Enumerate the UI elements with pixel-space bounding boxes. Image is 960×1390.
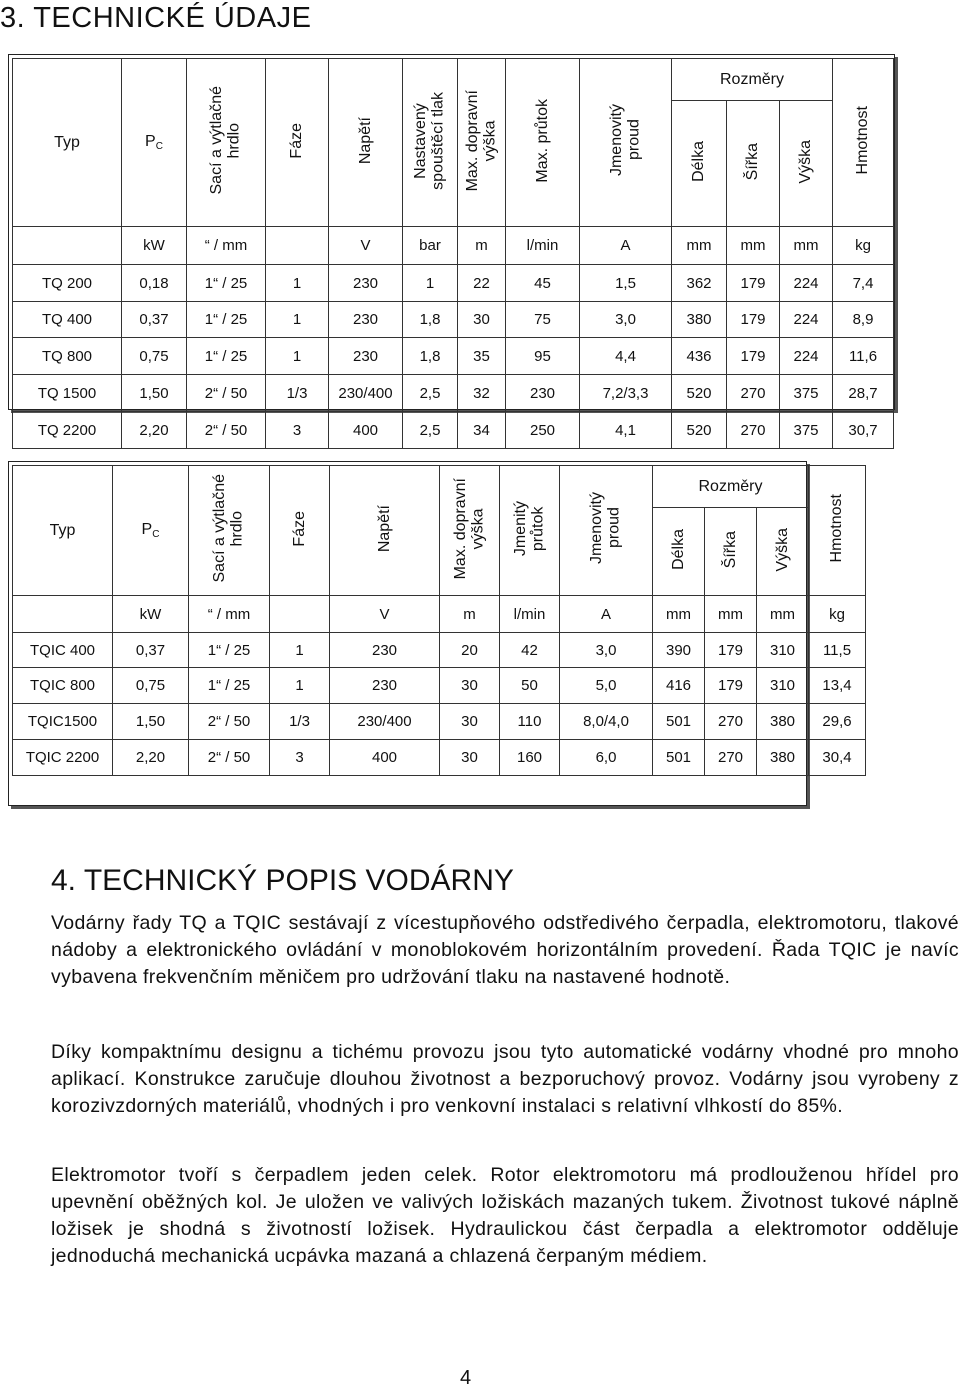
cell: 2,5 bbox=[403, 412, 458, 449]
cell: 390 bbox=[653, 633, 705, 668]
page-number: 4 bbox=[460, 1367, 472, 1389]
unit-cell: kW bbox=[122, 227, 187, 265]
table-row bbox=[13, 302, 894, 338]
table-row bbox=[13, 740, 866, 776]
hdr-hmotnost: Hmotnost bbox=[833, 59, 894, 227]
unit-cell bbox=[270, 596, 330, 633]
cell: 4,4 bbox=[580, 338, 672, 375]
hdr-vyska: Max. dopravní výška bbox=[440, 466, 500, 596]
cell: 5,0 bbox=[560, 668, 653, 704]
hdr-saci: Sací a výtlačné hrdlo bbox=[189, 466, 270, 596]
unit-cell bbox=[13, 596, 113, 633]
table-row bbox=[13, 412, 894, 449]
cell: 28,7 bbox=[833, 375, 894, 412]
cell: 50 bbox=[500, 668, 560, 704]
table1-technical-data bbox=[12, 58, 894, 449]
cell: 380 bbox=[757, 704, 809, 740]
cell: 3,0 bbox=[580, 302, 672, 338]
hdr-prutok: Jmenitý průtok bbox=[500, 466, 560, 596]
cell: 7,4 bbox=[833, 265, 894, 302]
cell: 400 bbox=[329, 412, 403, 449]
section-4-title: 4. TECHNICKÝ POPIS VODÁRNY bbox=[51, 864, 514, 897]
cell: 1 bbox=[266, 302, 329, 338]
cell: 2“ / 50 bbox=[187, 375, 266, 412]
cell: 3 bbox=[266, 412, 329, 449]
cell-typ: TQ 2200 bbox=[13, 412, 122, 449]
cell-typ: TQ 400 bbox=[13, 302, 122, 338]
hdr-hmotnost: Hmotnost bbox=[809, 466, 866, 596]
cell-typ: TQ 800 bbox=[13, 338, 122, 375]
cell: 1/3 bbox=[270, 704, 330, 740]
cell-typ: TQIC 2200 bbox=[13, 740, 113, 776]
unit-cell: “ / mm bbox=[189, 596, 270, 633]
cell: 1,8 bbox=[403, 302, 458, 338]
cell: 250 bbox=[506, 412, 580, 449]
cell: 3,0 bbox=[560, 633, 653, 668]
cell: 30,4 bbox=[809, 740, 866, 776]
cell-typ: TQ 1500 bbox=[13, 375, 122, 412]
hdr-delka: Délka bbox=[672, 101, 727, 227]
unit-cell: mm bbox=[653, 596, 705, 633]
cell-typ: TQIC1500 bbox=[13, 704, 113, 740]
table-row bbox=[13, 668, 866, 704]
hdr-typ: Typ bbox=[13, 466, 113, 596]
cell: 30 bbox=[440, 740, 500, 776]
cell: 0,75 bbox=[113, 668, 189, 704]
hdr-faze: Fáze bbox=[266, 59, 329, 227]
hdr-napeti: Napětí bbox=[329, 59, 403, 227]
cell: 160 bbox=[500, 740, 560, 776]
cell: 1“ / 25 bbox=[187, 265, 266, 302]
unit-cell: l/min bbox=[506, 227, 580, 265]
cell: 30 bbox=[440, 704, 500, 740]
table-row bbox=[13, 633, 866, 668]
cell: 501 bbox=[653, 704, 705, 740]
table2-technical-data bbox=[12, 465, 866, 776]
cell: 8,9 bbox=[833, 302, 894, 338]
unit-cell: mm bbox=[672, 227, 727, 265]
hdr-proud: Jmenovitý proud bbox=[580, 59, 672, 227]
cell: 520 bbox=[672, 375, 727, 412]
unit-cell bbox=[266, 227, 329, 265]
cell: 0,37 bbox=[122, 302, 187, 338]
cell: 20 bbox=[440, 633, 500, 668]
cell: 6,0 bbox=[560, 740, 653, 776]
cell: 1,50 bbox=[113, 704, 189, 740]
hdr-rozmery: Rozměry bbox=[653, 466, 809, 508]
hdr-napeti: Napětí bbox=[330, 466, 440, 596]
cell: 270 bbox=[705, 704, 757, 740]
table1-units-row bbox=[13, 227, 894, 265]
cell: 416 bbox=[653, 668, 705, 704]
cell: 2“ / 50 bbox=[189, 704, 270, 740]
unit-cell: A bbox=[580, 227, 672, 265]
unit-cell: “ / mm bbox=[187, 227, 266, 265]
cell: 30 bbox=[458, 302, 506, 338]
cell: 1 bbox=[266, 265, 329, 302]
cell: 375 bbox=[780, 375, 833, 412]
hdr-faze: Fáze bbox=[270, 466, 330, 596]
cell: 4,1 bbox=[580, 412, 672, 449]
table-row bbox=[13, 338, 894, 375]
unit-cell: mm bbox=[727, 227, 780, 265]
cell: 179 bbox=[727, 265, 780, 302]
cell: 270 bbox=[727, 375, 780, 412]
hdr-delka: Délka bbox=[653, 508, 705, 596]
cell: 0,18 bbox=[122, 265, 187, 302]
cell: 34 bbox=[458, 412, 506, 449]
cell: 1 bbox=[266, 338, 329, 375]
hdr-vyska: Max. dopravní výška bbox=[458, 59, 506, 227]
cell: 1,8 bbox=[403, 338, 458, 375]
cell: 230 bbox=[506, 375, 580, 412]
hdr-sirka: Šířka bbox=[705, 508, 757, 596]
hdr-pc: $P_C$ bbox=[113, 466, 189, 596]
cell: 224 bbox=[780, 338, 833, 375]
cell: 230/400 bbox=[330, 704, 440, 740]
cell: 1“ / 25 bbox=[189, 668, 270, 704]
cell: 224 bbox=[780, 302, 833, 338]
paragraph-1: Vodárny řady TQ a TQIC sestávají z vícestupňového odstředivého čerpadla, elektromotoru, tlakové nádoby a elektronického ovládání v monoblokovém horizontálním provedení. Řada TQIC je navíc vybavena frekvenčním měničem pro udržování tlaku na nastavené hodnotě. bbox=[51, 912, 959, 988]
cell: 1“ / 25 bbox=[187, 302, 266, 338]
cell: 310 bbox=[757, 668, 809, 704]
unit-cell: kg bbox=[833, 227, 894, 265]
cell: 0,75 bbox=[122, 338, 187, 375]
cell: 362 bbox=[672, 265, 727, 302]
cell: 30,7 bbox=[833, 412, 894, 449]
cell: 270 bbox=[727, 412, 780, 449]
unit-cell: mm bbox=[757, 596, 809, 633]
hdr-vyska-rozm: Výška bbox=[780, 101, 833, 227]
unit-cell: l/min bbox=[500, 596, 560, 633]
cell: 35 bbox=[458, 338, 506, 375]
section-3-title: 3. TECHNICKÉ ÚDAJE bbox=[0, 2, 312, 34]
cell: 22 bbox=[458, 265, 506, 302]
cell: 75 bbox=[506, 302, 580, 338]
cell: 11,5 bbox=[809, 633, 866, 668]
unit-cell bbox=[13, 227, 122, 265]
unit-cell: mm bbox=[780, 227, 833, 265]
cell: 230 bbox=[329, 338, 403, 375]
unit-cell: kg bbox=[809, 596, 866, 633]
cell: 380 bbox=[672, 302, 727, 338]
cell: 1 bbox=[270, 668, 330, 704]
cell: 110 bbox=[500, 704, 560, 740]
cell: 230 bbox=[330, 668, 440, 704]
hdr-proud: Jmenovitý proud bbox=[560, 466, 653, 596]
cell: 230 bbox=[330, 633, 440, 668]
paragraph-3: Elektromotor tvoří s čerpadlem jeden celek. Rotor elektromotoru má prodlouženou hřídel pro upevnění oběžných kol. Je uložen ve valivých ložiskách mazaných tukem. Životnost tukové náplně ložisek je shodná s životností ložisek. Hydraulickou část čerpadla a elektromotor odděluje jednoduchá mechanická ucpávka mazaná a chlazená čerpaným médiem. bbox=[51, 1164, 959, 1267]
hdr-tlak: Nastavený spouštěcí tlak bbox=[403, 59, 458, 227]
cell: 2“ / 50 bbox=[187, 412, 266, 449]
cell: 2,5 bbox=[403, 375, 458, 412]
cell: 2“ / 50 bbox=[189, 740, 270, 776]
cell: 270 bbox=[705, 740, 757, 776]
unit-cell: kW bbox=[113, 596, 189, 633]
hdr-vyska-rozm: Výška bbox=[757, 508, 809, 596]
unit-cell: V bbox=[330, 596, 440, 633]
hdr-saci: Sací a výtlačné hrdlo bbox=[187, 59, 266, 227]
unit-cell: V bbox=[329, 227, 403, 265]
cell: 7,2/3,3 bbox=[580, 375, 672, 412]
cell: 179 bbox=[727, 338, 780, 375]
cell: 30 bbox=[440, 668, 500, 704]
cell-typ: TQ 200 bbox=[13, 265, 122, 302]
cell: 520 bbox=[672, 412, 727, 449]
unit-cell: m bbox=[440, 596, 500, 633]
cell: 1,5 bbox=[580, 265, 672, 302]
cell: 375 bbox=[780, 412, 833, 449]
unit-cell: mm bbox=[705, 596, 757, 633]
cell: 230 bbox=[329, 302, 403, 338]
table2-units-row bbox=[13, 596, 866, 633]
hdr-sirka: Šířka bbox=[727, 101, 780, 227]
cell: 380 bbox=[757, 740, 809, 776]
hdr-rozmery: Rozměry bbox=[672, 59, 833, 101]
cell: 42 bbox=[500, 633, 560, 668]
cell: 230/400 bbox=[329, 375, 403, 412]
table-row bbox=[13, 265, 894, 302]
cell: 0,37 bbox=[113, 633, 189, 668]
unit-cell: m bbox=[458, 227, 506, 265]
cell: 400 bbox=[330, 740, 440, 776]
cell: 8,0/4,0 bbox=[560, 704, 653, 740]
cell-typ: TQIC 400 bbox=[13, 633, 113, 668]
cell: 45 bbox=[506, 265, 580, 302]
cell: 29,6 bbox=[809, 704, 866, 740]
paragraph-2: Díky kompaktnímu designu a tichému provozu jsou tyto automatické vodárny vhodné pro mnoho aplikací. Konstrukce zaručuje dlouhou životnost a bezporuchový provoz. Vodárny jsou vyrobeny z korozivzdorných materiálů, vhodných i pro venkovní instalaci s relativní vlhkostí do 85%. bbox=[51, 1041, 959, 1117]
cell: 224 bbox=[780, 265, 833, 302]
cell: 2,20 bbox=[113, 740, 189, 776]
cell: 1 bbox=[403, 265, 458, 302]
cell: 1/3 bbox=[266, 375, 329, 412]
hdr-typ: Typ bbox=[13, 59, 122, 227]
cell: 11,6 bbox=[833, 338, 894, 375]
cell: 95 bbox=[506, 338, 580, 375]
cell: 13,4 bbox=[809, 668, 866, 704]
cell: 501 bbox=[653, 740, 705, 776]
cell: 436 bbox=[672, 338, 727, 375]
cell: 1,50 bbox=[122, 375, 187, 412]
cell: 179 bbox=[705, 668, 757, 704]
cell: 230 bbox=[329, 265, 403, 302]
table-row bbox=[13, 375, 894, 412]
hdr-pc: $P_C$ bbox=[122, 59, 187, 227]
hdr-prutok: Max. průtok bbox=[506, 59, 580, 227]
cell-typ: TQIC 800 bbox=[13, 668, 113, 704]
cell: 179 bbox=[727, 302, 780, 338]
cell: 179 bbox=[705, 633, 757, 668]
cell: 1 bbox=[270, 633, 330, 668]
cell: 2,20 bbox=[122, 412, 187, 449]
unit-cell: bar bbox=[403, 227, 458, 265]
cell: 32 bbox=[458, 375, 506, 412]
cell: 1“ / 25 bbox=[189, 633, 270, 668]
cell: 3 bbox=[270, 740, 330, 776]
unit-cell: A bbox=[560, 596, 653, 633]
table-row bbox=[13, 704, 866, 740]
cell: 310 bbox=[757, 633, 809, 668]
cell: 1“ / 25 bbox=[187, 338, 266, 375]
